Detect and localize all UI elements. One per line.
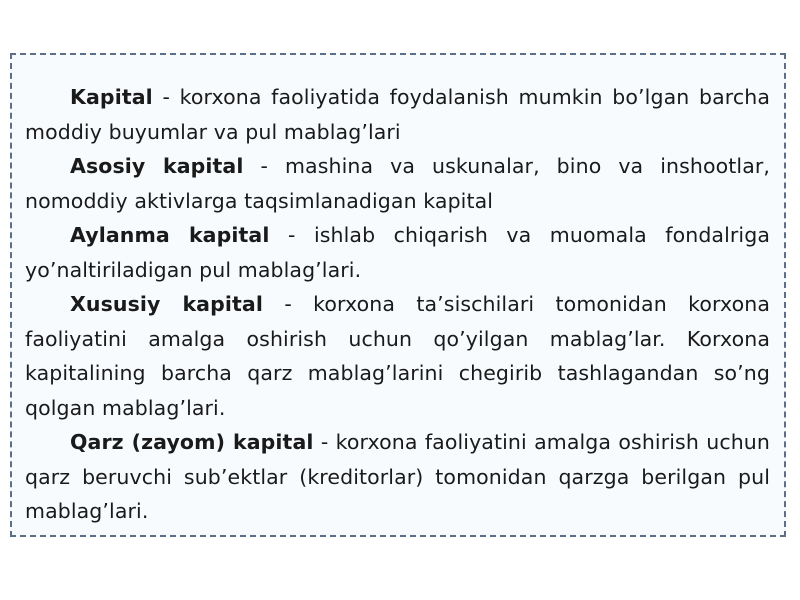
definition-term: Xususiy kapital: [70, 292, 263, 316]
definitions-text: [25, 80, 770, 529]
definition-text: - korxona faoliyatini amalga oshirish uchun qarz beruvchi sub’ektlar (kreditorlar) tomonidan qarzga berilgan pul mablag’lari.: [25, 430, 770, 523]
definition-xususiy-kapital: [25, 287, 770, 425]
definition-kapital: [25, 80, 770, 149]
definition-asosiy-kapital: [25, 149, 770, 218]
definition-text: - korxona ta’sischilari tomonidan korxona faoliyatini amalga oshirish uchun qo’yilgan mablag’lar. Korxona kapitalining barcha qarz mablag’larini chegirib tashlagandan so’ng qolgan mablag’lari.: [25, 292, 770, 420]
definition-term: Asosiy kapital: [70, 154, 244, 178]
definition-aylanma-kapital: [25, 218, 770, 287]
definition-text: - mashina va uskunalar, bino va inshootlar, nomoddiy aktivlarga taqsimlanadigan kapital: [25, 154, 771, 213]
definition-text: - ishlab chiqarish va muomala fondalriga yo’naltiriladigan pul mablag’lari.: [25, 223, 770, 282]
definition-term: Kapital: [70, 85, 153, 109]
definition-text: - korxona faoliyatida foydalanish mumkin bo’lgan barcha moddiy buyumlar va pul mablag’lari: [25, 85, 770, 144]
definition-term: Qarz (zayom) kapital: [70, 430, 314, 454]
definition-qarz-kapital: [25, 425, 770, 529]
definition-term: Aylanma kapital: [70, 223, 270, 247]
